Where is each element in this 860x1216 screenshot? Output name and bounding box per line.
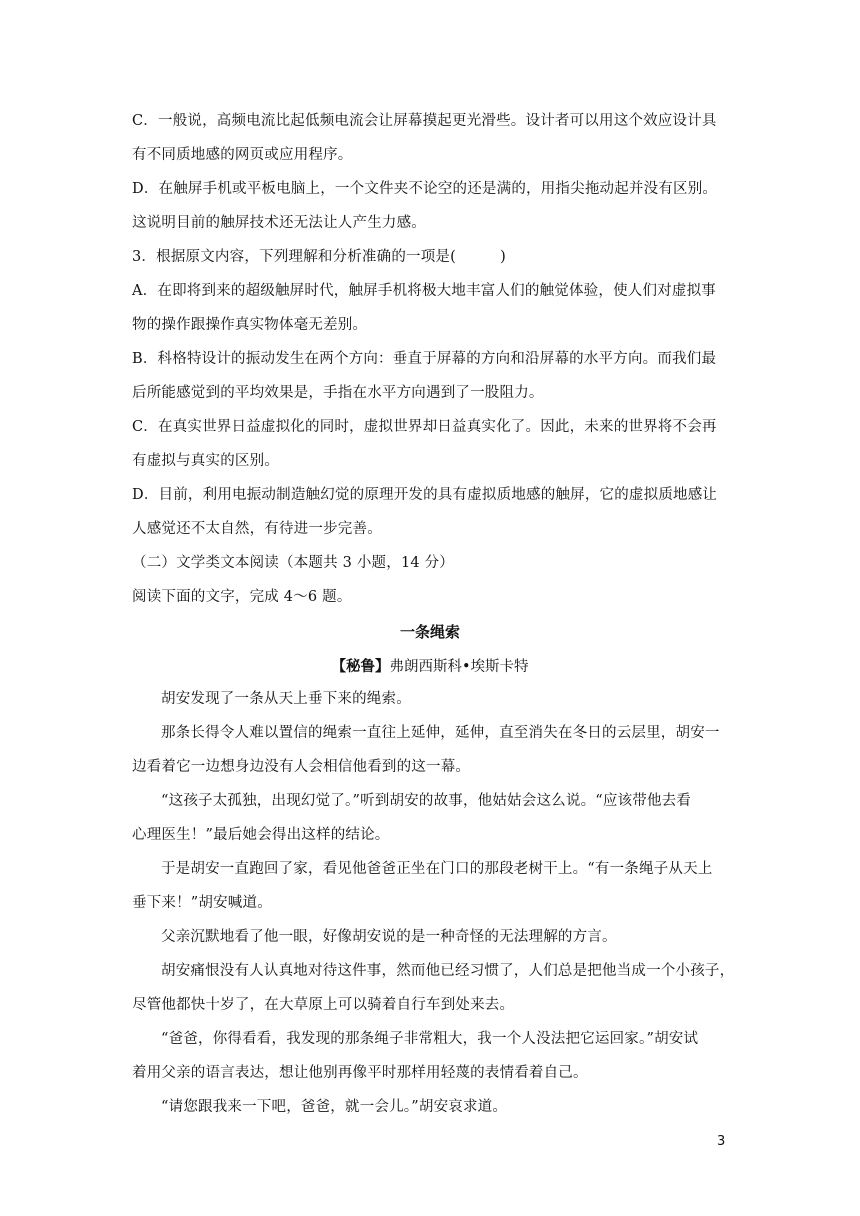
option-d-line1: D．在触屏手机或平板电脑上，一个文件夹不论空的还是满的，用指尖拖动起并没有区别。 [132, 181, 718, 197]
question-3: 3．根据原文内容，下列理解和分析准确的一项是( ) [132, 249, 506, 265]
story-paragraph: “请您跟我来一下吧，爸爸，就一会儿。”胡安哀求道。 [161, 1099, 508, 1115]
story-paragraph-cont: 心理医生！”最后她会得出这样的结论。 [132, 827, 390, 843]
story-author-line [0, 655, 860, 676]
author-name: 弗朗西斯科•埃斯卡特 [389, 659, 529, 675]
story-paragraph: 父亲沉默地看了他一眼，好像胡安说的是一种奇怪的无法理解的方言。 [161, 929, 617, 945]
author-country: 【秘鲁】 [331, 658, 390, 675]
q3-option-d-line2: 人感觉还不太自然，有待进一步完善。 [132, 521, 382, 537]
story-paragraph-cont: 边看着它一边想身边没有人会相信他看到的这一幕。 [132, 759, 471, 775]
story-paragraph: “爸爸，你得看看，我发现的那条绳子非常粗大，我一个人没法把它运回家。”胡安试 [161, 1031, 699, 1047]
q3-option-c-line2: 有虚拟与真实的区别。 [132, 453, 279, 469]
story-title: 一条绳索 [399, 623, 460, 641]
option-d-line2: 这说明目前的触屏技术还无法让人产生力感。 [132, 215, 426, 231]
q3-option-b-line2: 后所能感觉到的平均效果是，手指在水平方向遇到了一股阻力。 [132, 385, 544, 401]
q3-option-a-line2: 物的操作跟操作真实物体毫无差别。 [132, 317, 368, 333]
story-paragraph: 胡安发现了一条从天上垂下来的绳索。 [161, 691, 411, 707]
story-paragraph: 那条长得令人难以置信的绳索一直往上延伸，延伸，直至消失在冬日的云层里，胡安一 [161, 725, 720, 741]
option-c-line2: 有不同质地感的网页或应用程序。 [132, 147, 353, 163]
story-paragraph-cont: 尽管他都快十岁了，在大草原上可以骑着自行车到处来去。 [132, 997, 515, 1013]
reading-instruction: 阅读下面的文字，完成 4～6 题。 [132, 589, 352, 605]
option-c-line1: C．一般说，高频电流比起低频电流会让屏幕摸起更光滑些。设计者可以用这个效应设计具 [132, 113, 717, 129]
q3-option-b-line1: B．科格特设计的振动发生在两个方向：垂直于屏幕的方向和沿屏幕的水平方向。而我们最 [132, 351, 717, 367]
q3-option-a-line1: A．在即将到来的超级触屏时代，触屏手机将极大地丰富人们的触觉体验，使人们对虚拟事 [132, 283, 716, 299]
story-paragraph: “这孩子太孤独，出现幻觉了。”听到胡安的故事，他姑姑会这么说。“应该带他去看 [161, 793, 692, 809]
story-paragraph: 胡安痛恨没有人认真地对待这件事，然而他已经习惯了，人们总是把他当成一个小孩子， [161, 963, 735, 979]
q3-option-d-line1: D．目前，利用电振动制造触幻觉的原理开发的具有虚拟质地感的触屏，它的虚拟质地感让 [132, 487, 718, 503]
section-heading: （二）文学类文本阅读（本题共 3 小题，14 分） [132, 555, 455, 571]
q3-option-c-line1: C．在真实世界日益虚拟化的同时，虚拟世界却日益真实化了。因此，未来的世界将不会再 [132, 419, 717, 435]
story-paragraph-cont: 垂下来！”胡安喊道。 [132, 895, 272, 911]
story-paragraph: 于是胡安一直跑回了家，看见他爸爸正坐在门口的那段老树干上。“有一条绳子从天上 [161, 861, 713, 877]
page-number: 3 [717, 1134, 726, 1149]
story-paragraph-cont: 着用父亲的语言表达，想让他别再像平时那样用轻蔑的表情看着自己。 [132, 1065, 588, 1081]
